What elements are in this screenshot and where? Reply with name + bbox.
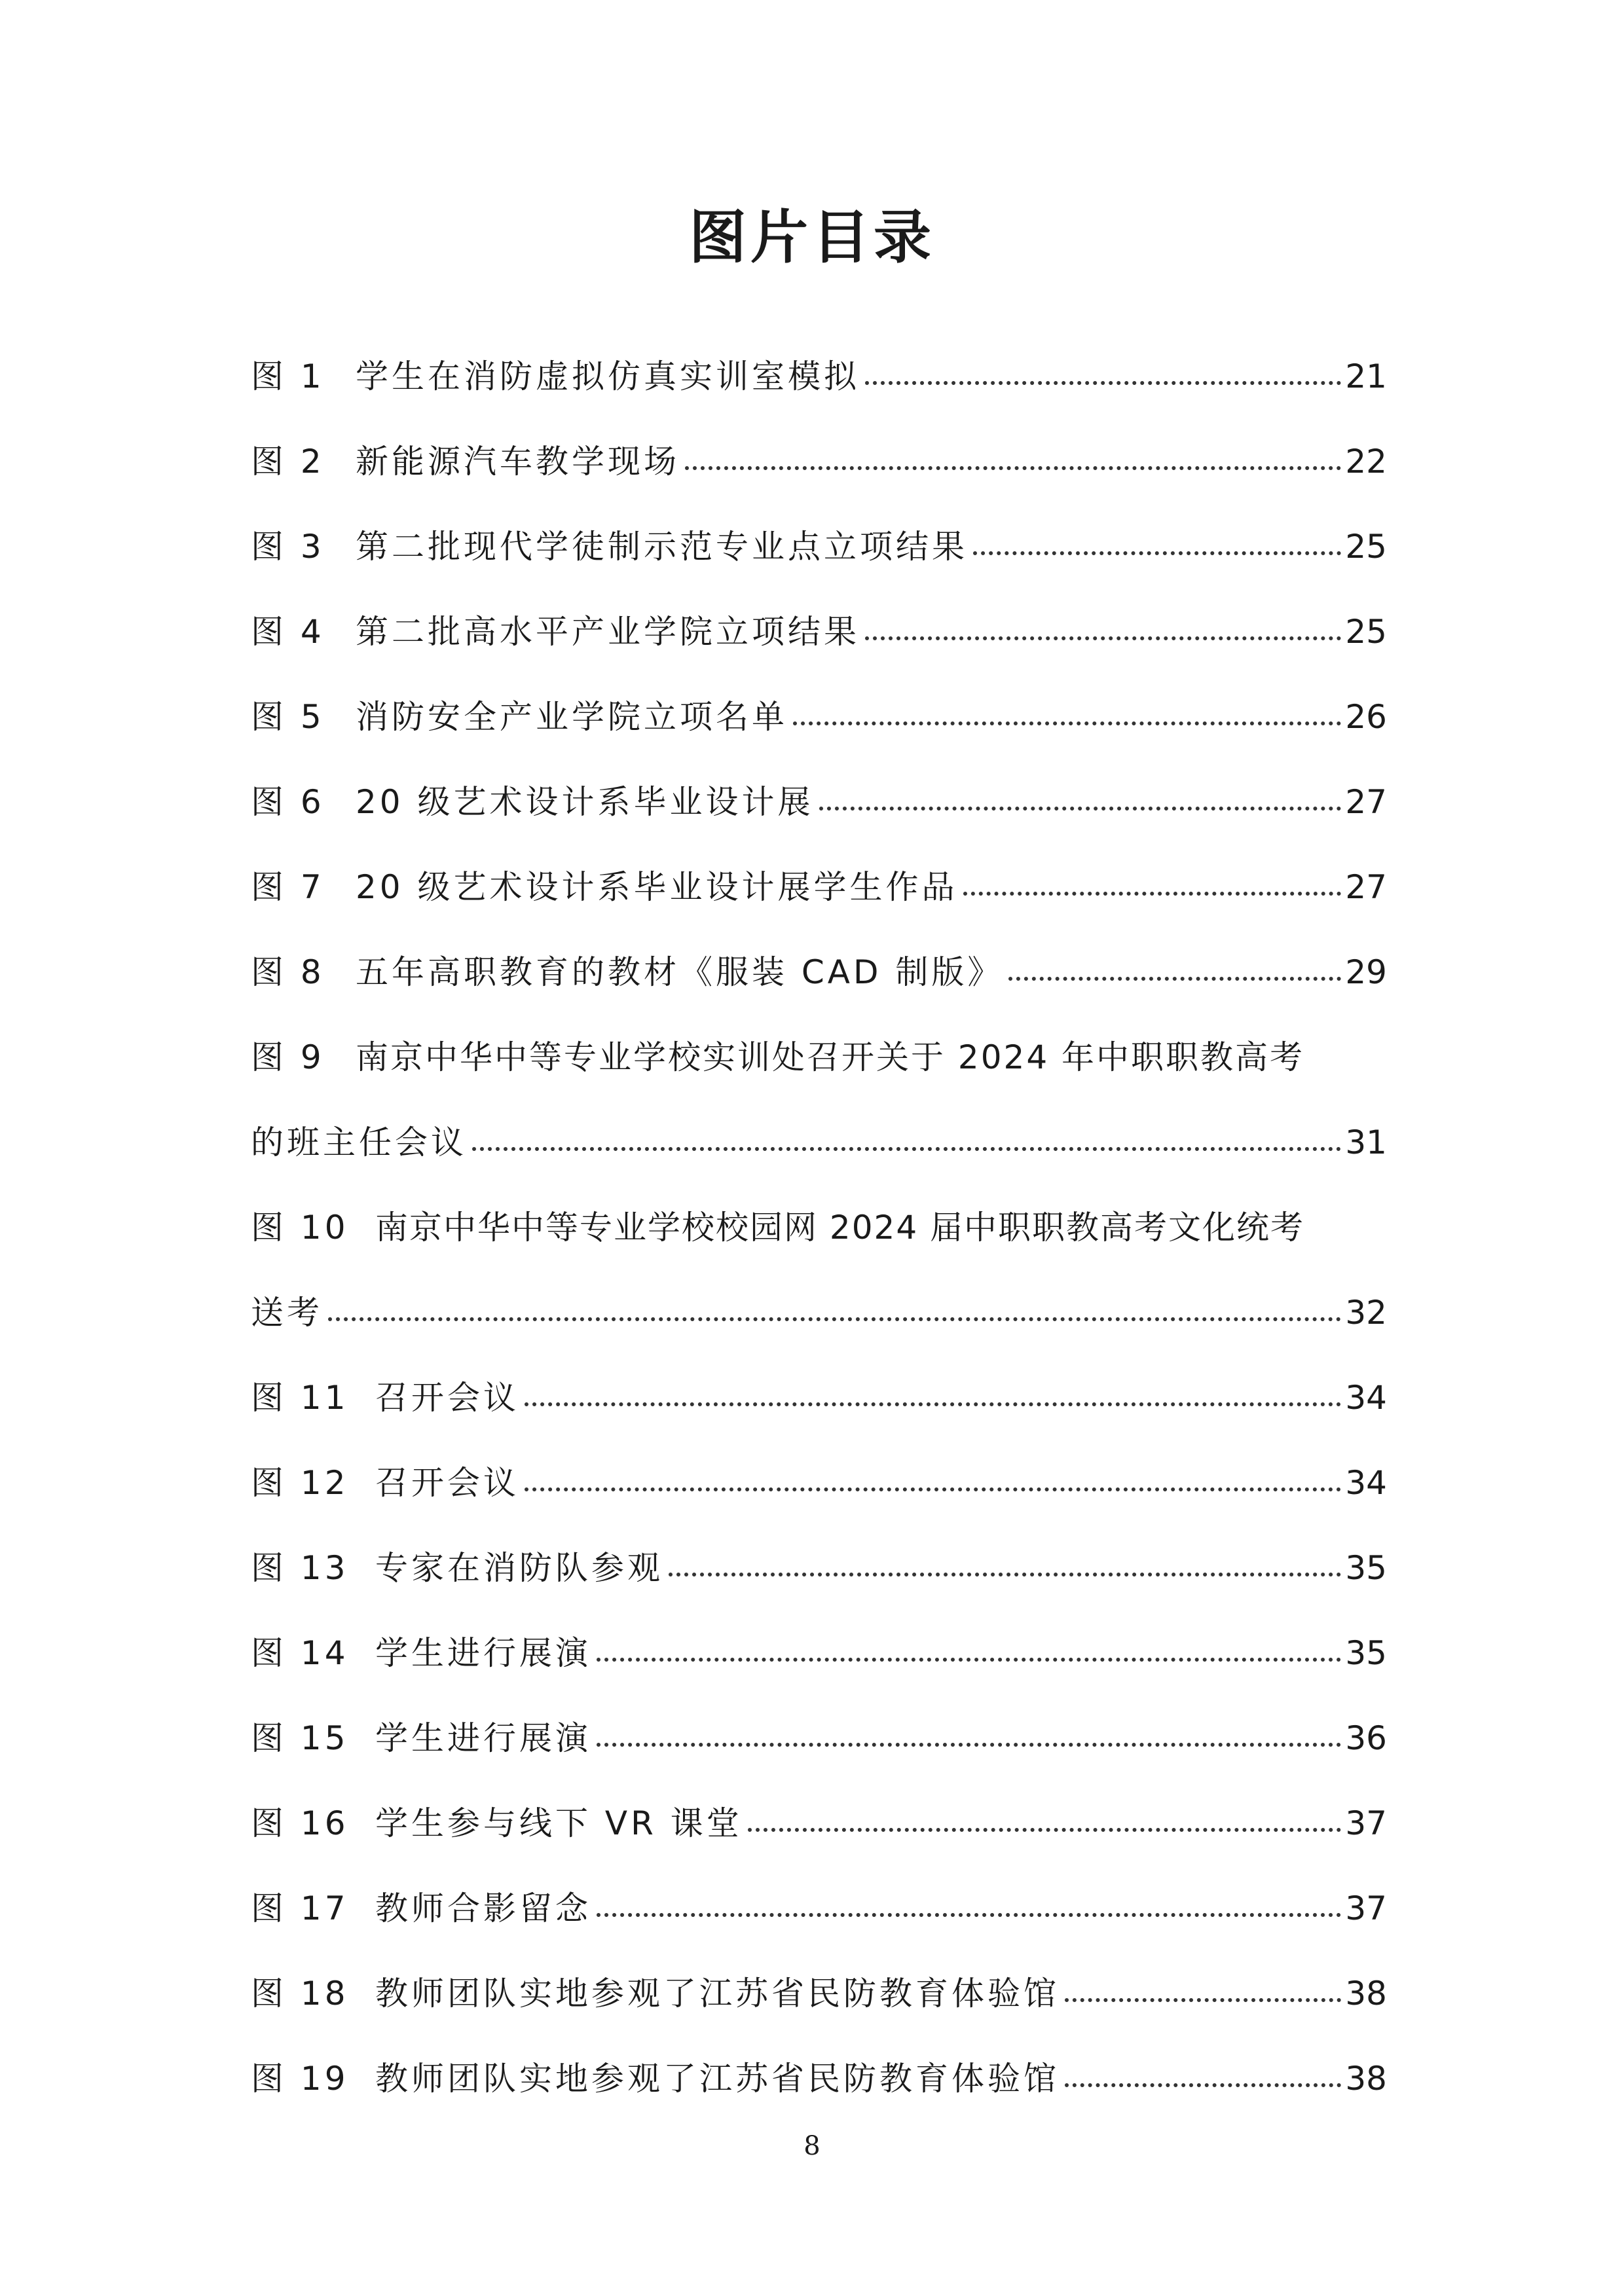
figure-caption: 新能源汽车教学现场	[356, 443, 680, 481]
page-ref: 25	[1345, 613, 1387, 651]
leader-dots	[963, 872, 1342, 898]
figure-number: 图 18	[251, 1975, 349, 2013]
leader-dots	[819, 787, 1342, 813]
figure-number: 图 19	[251, 2060, 349, 2098]
toc-entry-8[interactable]	[251, 930, 1387, 1015]
page-ref: 34	[1345, 1379, 1387, 1417]
toc-entry-5[interactable]	[251, 674, 1387, 759]
page-ref: 29	[1345, 953, 1387, 991]
toc-entry-7[interactable]	[251, 845, 1387, 930]
toc-entry-18[interactable]	[251, 1951, 1387, 2036]
toc-entry-1[interactable]	[251, 334, 1387, 419]
toc-entry-4[interactable]	[251, 589, 1387, 674]
page-ref: 31	[1345, 1123, 1387, 1161]
leader-dots	[597, 1893, 1341, 1920]
leader-dots	[865, 361, 1341, 388]
leader-dots	[669, 1553, 1341, 1579]
figure-caption: 教师合影留念	[375, 1889, 591, 1927]
page-ref: 38	[1345, 2060, 1387, 2098]
figure-number: 图 5	[251, 698, 325, 736]
toc-entry-11[interactable]	[251, 1355, 1387, 1440]
leader-dots	[597, 1638, 1341, 1664]
leader-dots	[1065, 1978, 1341, 2005]
toc-entry-19[interactable]	[251, 2036, 1387, 2121]
leader-dots	[472, 1127, 1341, 1154]
toc-entry-12[interactable]	[251, 1440, 1387, 1525]
page-ref: 32	[1345, 1294, 1387, 1332]
figure-number: 图 3	[251, 528, 325, 566]
figure-number: 图 11	[251, 1379, 349, 1417]
figure-number: 图 14	[251, 1634, 349, 1672]
toc-entry-6[interactable]	[251, 759, 1387, 845]
figure-caption: 教师团队实地参观了江苏省民防教育体验馆	[375, 1975, 1060, 2013]
figure-list	[251, 334, 1387, 2121]
figure-caption: 20 级艺术设计系毕业设计展	[356, 783, 814, 821]
leader-dots	[685, 446, 1341, 473]
figure-number: 图 8	[251, 953, 325, 991]
figure-caption: 消防安全产业学院立项名单	[356, 698, 788, 736]
figure-number: 图 7	[251, 868, 325, 906]
page-title: 图片目录	[688, 204, 935, 271]
figure-caption: 学生进行展演	[375, 1634, 591, 1672]
figure-number: 图 16	[251, 1804, 349, 1842]
leader-dots	[525, 1383, 1341, 1409]
toc-entry-16[interactable]	[251, 1781, 1387, 1866]
figure-caption: 教师团队实地参观了江苏省民防教育体验馆	[375, 2060, 1060, 2098]
leader-dots	[748, 1808, 1342, 1834]
leader-dots	[793, 702, 1341, 728]
figure-caption: 五年高职教育的教材《服装 CAD 制版》	[356, 953, 1004, 991]
page-ref: 36	[1345, 1719, 1387, 1757]
page-ref: 25	[1345, 528, 1387, 566]
page-ref: 37	[1345, 1804, 1387, 1842]
leader-dots	[328, 1298, 1341, 1324]
toc-entry-9[interactable]	[251, 1015, 1387, 1185]
page-number: 8	[803, 2131, 821, 2161]
figure-caption-line2: 送考	[251, 1294, 323, 1332]
toc-entry-14[interactable]	[251, 1611, 1387, 1696]
toc-entry-10[interactable]	[251, 1185, 1387, 1355]
figure-number: 图 2	[251, 443, 325, 481]
page-ref: 34	[1345, 1464, 1387, 1502]
page-ref: 26	[1345, 698, 1387, 736]
toc-entry-13[interactable]	[251, 1525, 1387, 1611]
figure-caption: 第二批高水平产业学院立项结果	[356, 613, 860, 651]
toc-entry-17[interactable]	[251, 1866, 1387, 1951]
figure-caption: 召开会议	[375, 1464, 519, 1502]
figure-number: 图 13	[251, 1549, 349, 1587]
toc-entry-15[interactable]	[251, 1696, 1387, 1781]
figure-number: 图 6	[251, 783, 325, 821]
figure-caption-line1: 南京中华中等专业学校校园网 2024 届中职职教高考文化统考	[375, 1209, 1305, 1247]
toc-entry-3[interactable]	[251, 504, 1387, 589]
page-ref: 37	[1345, 1889, 1387, 1927]
leader-dots	[865, 617, 1341, 643]
figure-caption: 学生参与线下 VR 课堂	[375, 1804, 743, 1842]
leader-dots	[525, 1468, 1341, 1494]
page-ref: 27	[1345, 783, 1387, 821]
figure-caption: 学生进行展演	[375, 1719, 591, 1757]
page-ref: 38	[1345, 1975, 1387, 2013]
figure-number: 图 4	[251, 613, 325, 651]
figure-number: 图 10	[251, 1209, 349, 1247]
page-ref: 35	[1345, 1634, 1387, 1672]
page-ref: 21	[1345, 357, 1387, 395]
leader-dots	[1008, 957, 1341, 983]
figure-caption: 学生在消防虚拟仿真实训室模拟	[356, 357, 860, 395]
figure-number: 图 17	[251, 1889, 349, 1927]
toc-entry-2[interactable]	[251, 419, 1387, 504]
leader-dots	[597, 1723, 1341, 1749]
figure-number: 图 1	[251, 357, 325, 395]
leader-dots	[973, 532, 1341, 558]
leader-dots	[1065, 2064, 1341, 2090]
figure-number: 图 15	[251, 1719, 349, 1757]
figure-caption-line2: 的班主任会议	[251, 1123, 467, 1161]
page-ref: 35	[1345, 1549, 1387, 1587]
figure-caption: 专家在消防队参观	[375, 1549, 663, 1587]
figure-caption: 20 级艺术设计系毕业设计展学生作品	[356, 868, 958, 906]
figure-caption: 召开会议	[375, 1379, 519, 1417]
page-ref: 27	[1345, 868, 1387, 906]
figure-number: 图 9	[251, 1038, 325, 1076]
page-ref: 22	[1345, 443, 1387, 481]
figure-caption-line1: 南京中华中等专业学校实训处召开关于 2024 年中职职教高考	[356, 1038, 1305, 1076]
figure-number: 图 12	[251, 1464, 349, 1502]
figure-caption: 第二批现代学徒制示范专业点立项结果	[356, 528, 968, 566]
